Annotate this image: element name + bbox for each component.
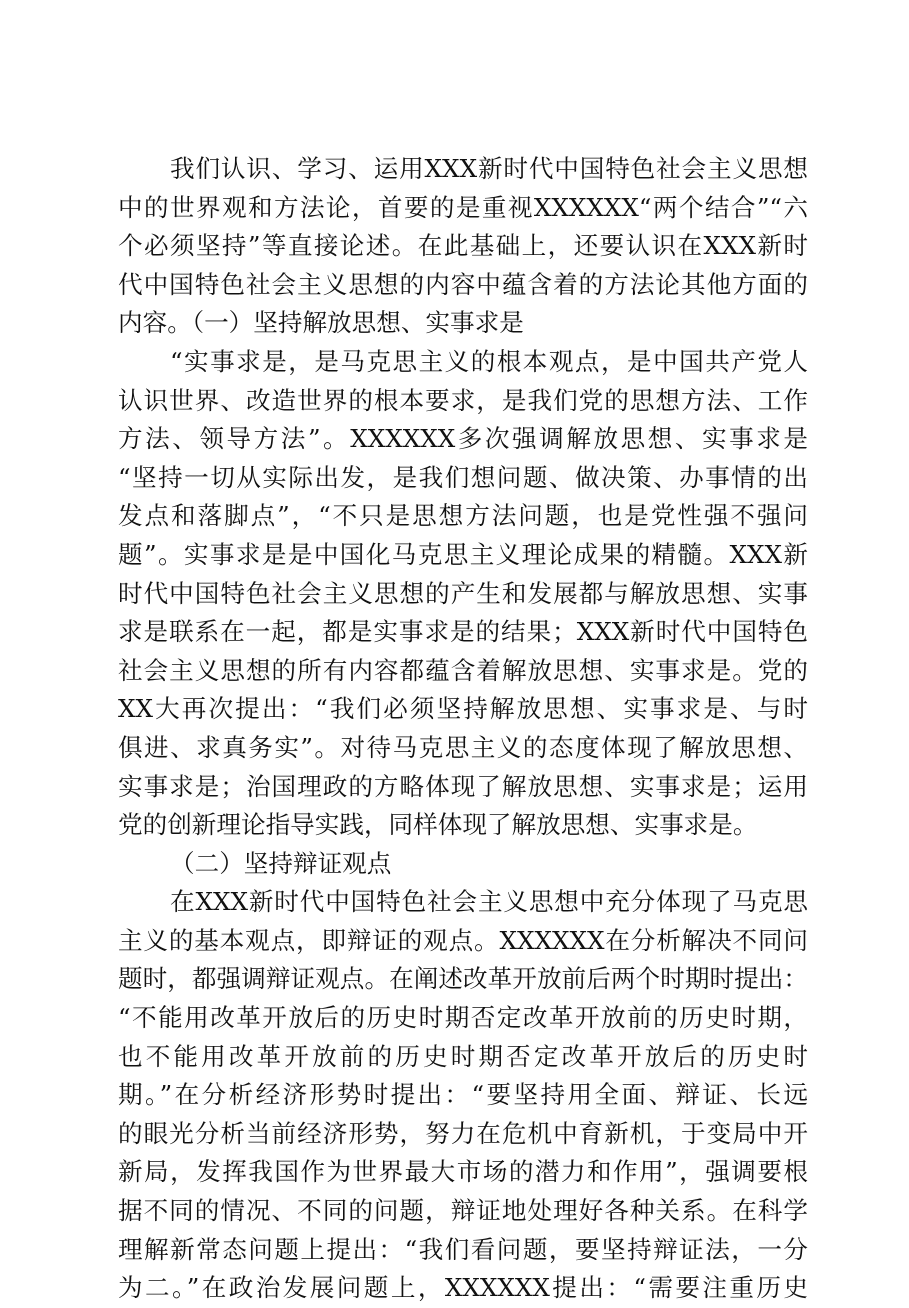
paragraph-line: 中的世界观和方法论，首要的是重视XXXXXX“两个结合”“六 bbox=[118, 192, 808, 222]
paragraph-line: 方法、领导方法”。XXXXXX多次强调解放思想、实事求是 bbox=[118, 424, 808, 454]
paragraph-line: 个必须坚持”等直接论述。在此基础上，还要认识在XXX新时 bbox=[118, 231, 808, 261]
paragraph-line: 求是联系在一起，都是实事求是的结果；XXX新时代中国特色 bbox=[118, 617, 808, 647]
paragraph-line: “不能用改革开放后的历史时期否定改革开放前的历史时期， bbox=[118, 1003, 808, 1033]
paragraph-line: 社会主义思想的所有内容都蕴含着解放思想、实事求是。党的 bbox=[118, 655, 808, 685]
document-body bbox=[118, 150, 808, 1308]
paragraph-line: 也不能用改革开放前的历史时期否定改革开放后的历史时 bbox=[118, 1041, 808, 1071]
section-heading-line: 内容。（一）坚持解放思想、实事求是 bbox=[118, 308, 524, 338]
paragraph-line: 认识世界、改造世界的根本要求，是我们党的思想方法、工作 bbox=[118, 385, 808, 415]
paragraph-line: 据不同的情况、不同的问题，辩证地处理好各种关系。在科学 bbox=[118, 1196, 808, 1226]
paragraph-line: 的眼光分析当前经济形势，努力在危机中育新机，于变局中开 bbox=[118, 1118, 808, 1148]
paragraph-line: 题”。实事求是是中国化马克思主义理论成果的精髓。XXX新 bbox=[118, 539, 808, 569]
section-heading: （二）坚持辩证观点 bbox=[170, 848, 392, 878]
paragraph-line: 我们认识、学习、运用XXX新时代中国特色社会主义思想 bbox=[170, 154, 808, 183]
paragraph-line: XX大再次提出：“我们必须坚持解放思想、实事求是、与时 bbox=[118, 694, 808, 724]
paragraph-line: 新局，发挥我国作为世界最大市场的潜力和作用”，强调要根 bbox=[118, 1157, 808, 1187]
paragraph-line: “实事求是，是马克思主义的根本观点，是中国共产党人 bbox=[170, 346, 808, 376]
paragraph-line: 实事求是；治国理政的方略体现了解放思想、实事求是；运用 bbox=[118, 771, 808, 801]
paragraph-line: 题时，都强调辩证观点。在阐述改革开放前后两个时期时提出： bbox=[118, 964, 808, 994]
paragraph-line: 党的创新理论指导实践，同样体现了解放思想、实事求是。 bbox=[118, 810, 758, 840]
paragraph-line: 在XXX新时代中国特色社会主义思想中充分体现了马克思 bbox=[170, 887, 808, 917]
paragraph-line: 理解新常态问题上提出：“我们看问题，要坚持辩证法，一分 bbox=[118, 1234, 808, 1264]
paragraph-line: “坚持一切从实际出发，是我们想问题、做决策、办事情的出 bbox=[118, 462, 808, 492]
paragraph-line: 期。”在分析经济形势时提出：“要坚持用全面、辩证、长远 bbox=[118, 1080, 808, 1110]
paragraph-line: 主义的基本观点，即辩证的观点。XXXXXX在分析解决不同问 bbox=[118, 925, 808, 955]
paragraph-line: 时代中国特色社会主义思想的产生和发展都与解放思想、实事 bbox=[118, 578, 808, 608]
paragraph-line: 代中国特色社会主义思想的内容中蕴含着的方法论其他方面的 bbox=[118, 269, 808, 299]
paragraph-line: 俱进、求真务实”。对待马克思主义的态度体现了解放思想、 bbox=[118, 732, 808, 762]
paragraph-line: 为二。”在政治发展问题上，XXXXXX提出：“需要注重历史 bbox=[118, 1273, 808, 1303]
paragraph-line: 发点和落脚点”，“不只是思想方法问题，也是党性强不强问 bbox=[118, 501, 808, 531]
